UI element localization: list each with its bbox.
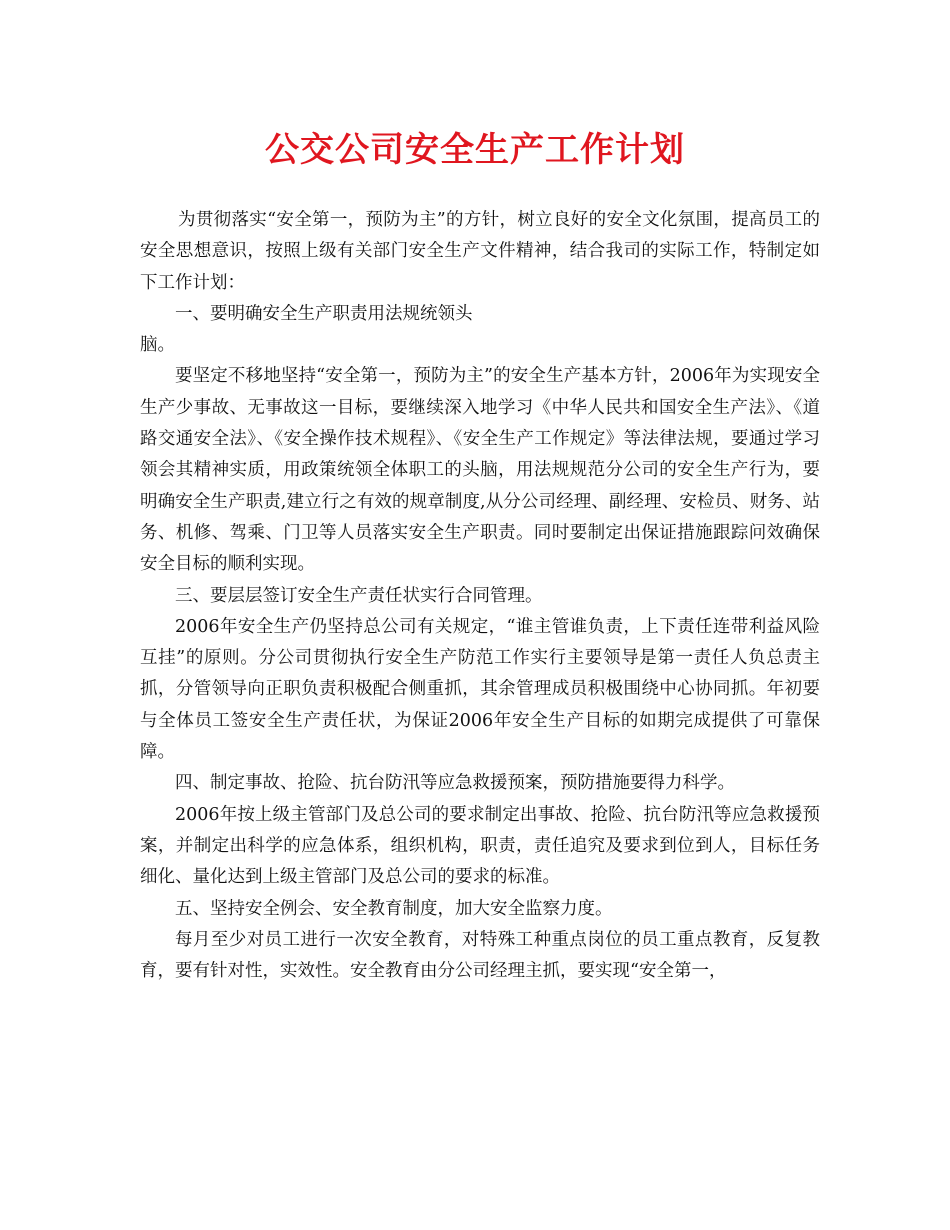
section-heading: 四、制定事故、抢险、抗台防汛等应急救援预案，预防措施要得力科学。 bbox=[175, 773, 735, 794]
paragraph: 每月至少对员工进行一次安全教育，对特殊工种重点岗位的员工重点教育，反复教育，要有针对性，实效性。安全教育由分公司经理主抓，要实现“安全第一， bbox=[140, 929, 820, 982]
section-heading: 五、坚持安全例会、安全教育制度，加大安全监察力度。 bbox=[175, 898, 613, 919]
section-heading: 三、要层层签订安全生产责任状实行合同管理。 bbox=[175, 585, 543, 606]
paragraph: 脑。 bbox=[140, 335, 175, 356]
document-title: 公交公司安全生产工作计划 bbox=[265, 130, 685, 170]
section-heading: 一、要明确安全生产职责用法规统领头 bbox=[175, 303, 473, 324]
paragraph: 2006年安全生产仍坚持总公司有关规定，“谁主管谁负责，上下责任连带利益风险互挂”的原则。分公司贯彻执行安全生产防范工作实行主要领导是第一责任人负总责主抓，分管领导向正职负责积极配合侧重抓，其余管理成员积极围绕中心协同抓。年初要与全体员工签安全生产责任状，为保证2006年安全生产目标的如期完成提供了可靠保障。 bbox=[140, 616, 820, 763]
paragraph: 为贯彻落实“安全第一，预防为主”的方针，树立良好的安全文化氛围，提高员工的安全思想意识，按照上级有关部门安全生产文件精神，结合我司的实际工作，特制定如下工作计划： bbox=[140, 210, 820, 293]
document-body bbox=[140, 205, 820, 987]
paragraph: 要坚定不移地坚持“安全第一，预防为主”的安全生产基本方针，2006年为实现安全生产少事故、无事故这一目标，要继续深入地学习《中华人民共和国安全生产法》、《道路交通安全法》、《安全操作技术规程》、《安全生产工作规定》等法律法规，要通过学习领会其精神实质，用政策统领全体职工的头脑，用法规规范分公司的安全生产行为，要明确安全生产职责,建立行之有效的规章制度,从分公司经理、副经理、安检员、财务、站务、机修、驾乘、门卫等人员落实安全生产职责。同时要制定出保证措施跟踪问效确保安全目标的顺利实现。 bbox=[140, 366, 820, 575]
paragraph: 2006年按上级主管部门及总公司的要求制定出事故、抢险、抗台防汛等应急救援预案，并制定出科学的应急体系，组织机构，职责，责任追究及要求到位到人，目标任务细化、量化达到上级主管部门及总公司的要求的标准。 bbox=[140, 804, 820, 888]
